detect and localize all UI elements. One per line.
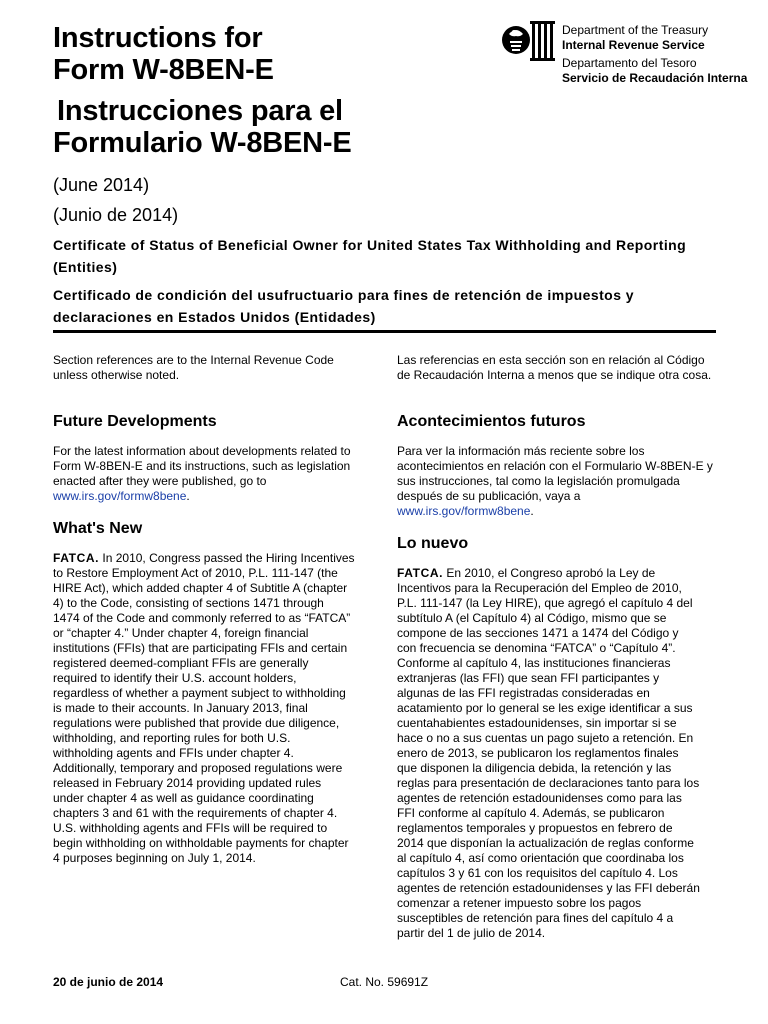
fatca-line: to Restore Employment Act of 2010, P.L. 111-147 (the — [53, 566, 338, 580]
fatca-line: 4) to the Code, consisting of sections 1471 through — [53, 596, 324, 610]
fatca-label: FATCA. — [53, 551, 100, 565]
fatca-line: agentes de retención estadounidenses y las FFI deberán — [397, 881, 700, 895]
fatca-line: required to identify their U.S. account holders, — [53, 671, 297, 685]
acontecimientos-futuros-body: Para ver la información más reciente sobre los acontecimientos en relación con el Formulario W-8BEN-E y sus instrucciones, tal como la legislación promulgada después de su publicación, vaya a — [397, 444, 713, 503]
formw8bene-link[interactable]: www.irs.gov/formw8bene — [53, 489, 187, 503]
fatca-line: comenzar a retener impuesto sobre los pagos — [397, 896, 642, 910]
fatca-line: is made to their accounts. In January 2013, final — [53, 701, 308, 715]
fatca-line: cuentahabientes estadounidenses, sin importar si se — [397, 716, 677, 730]
catalog-number: Cat. No. 59691Z — [340, 975, 429, 989]
fatca-line: enero de 2013, se publicaron los reglamentos finales — [397, 746, 679, 760]
servicio-recaudacion-label: Servicio de Recaudación Interna — [562, 71, 748, 85]
lo-nuevo-heading: Lo nuevo — [397, 535, 469, 552]
fatca-line: or “chapter 4.” Under chapter 4, foreign financial — [53, 626, 309, 640]
fatca-line: begin withholding on withholdable payments for chapter — [53, 836, 349, 850]
title-en-line-2: Form W-8BEN-E — [53, 54, 274, 86]
fatca-paragraph — [53, 551, 371, 866]
footer-date: 20 de junio de 2014 — [53, 975, 164, 989]
formw8bene-link-es[interactable]: www.irs.gov/formw8bene — [397, 504, 531, 518]
fatca-line: subtítulo A (el Capítulo 4) al Código, mismo que se — [397, 611, 667, 625]
fatca-line: acatamiento por lo general se les exige identificar a sus — [397, 701, 693, 715]
fatca-line: P.L. 111-147 (la Ley HIRE), que agregó el capítulo 4 del — [397, 596, 693, 610]
fatca-line: 2014 que disponían la actualización de reglas conforme — [397, 836, 694, 850]
fatca-line: institutions (FFIs) that are participating FFIs and certain — [53, 641, 348, 655]
fatca-line: 4 purposes beginning on July 1, 2014. — [53, 851, 256, 865]
title-en-line-1: Instructions for — [53, 22, 263, 54]
acontecimientos-futuros-heading: Acontecimientos futuros — [397, 413, 586, 430]
future-developments-body: For the latest information about developments related to Form W-8BEN-E and its instructions, such as legislation enacted after they were published, go to — [53, 444, 351, 488]
department-treasury-label: Department of the Treasury — [562, 23, 709, 37]
spanish-column — [397, 353, 717, 941]
section-references-note: Section references are to the Internal Revenue Code unless otherwise noted. — [53, 353, 334, 382]
fatca-line: U.S. withholding agents and FFIs will be required to — [53, 821, 328, 835]
agency-english — [562, 23, 708, 53]
form-subtitle-spanish: Certificado de condición del usufructuario para fines de retención de impuestos y declaraciones en Estados Unidos (Entidades) — [53, 287, 635, 325]
english-column — [53, 353, 371, 866]
fatca-line: al capítulo 4, así como orientación que coordinaba los — [397, 851, 684, 865]
whats-new-heading: What's New — [53, 520, 143, 537]
acontecimientos-futuros-text: Para ver la información más reciente sobre los acontecimientos en relación con el Formulario W-8BEN-E y sus instrucciones, tal como la legislación promulgada después de su publicación, vaya a www.irs.gov/formw8bene. — [397, 444, 713, 518]
fatca-line: regardless of whether a payment subject to withholding — [53, 686, 346, 700]
irs-label: Internal Revenue Service — [562, 38, 705, 52]
fatca-paragraph-es — [397, 566, 717, 941]
fatca-line: hace o no a sus cuentas un pago sujeto a retención. En — [397, 731, 694, 745]
fatca-line: FFI conforme al capítulo 4. Además, se publicaron — [397, 806, 665, 820]
fatca-line: Additionally, temporary and proposed regulations were — [53, 761, 343, 775]
fatca-line: released in February 2014 providing updated rules — [53, 776, 322, 790]
agency-spanish — [562, 56, 747, 86]
fatca-line: regulations were published that provide due diligence, — [53, 716, 340, 730]
fatca-line: partir del 1 de julio de 2014. — [397, 926, 546, 940]
fatca-line: 1474 of the Code and commonly referred to as “FATCA” — [53, 611, 351, 625]
fatca-line: registered deemed-compliant FFIs are generally — [53, 656, 309, 670]
form-subtitle-english: Certificate of Status of Beneficial Owner for United States Tax Withholding and Reporting (Entities) — [53, 237, 687, 275]
fatca-line: under chapter 4 as well as guidance coordinating — [53, 791, 314, 805]
fatca-line: capítulos 3 y 61 con los requisitos del capítulo 4. Los — [397, 866, 678, 880]
document-title-spanish — [53, 95, 352, 159]
fatca-line: withholding, and reporting rules for both U.S. — [53, 731, 291, 745]
fatca-line: Incentivos para la Recuperación del Empleo de 2010, — [397, 581, 682, 595]
fatca-line: susceptibles de retención para fines del capítulo 4 a — [397, 911, 674, 925]
fatca-line: compone de las secciones 1471 a 1474 del Código y — [397, 626, 679, 640]
title-es-line-1: Instrucciones para el — [57, 95, 343, 127]
fatca-line: In 2010, Congress passed the Hiring Incentives — [99, 551, 355, 565]
fatca-line: que disponen la diligencia debida, la retención y las — [397, 761, 672, 775]
departamento-tesoro-label: Departamento del Tesoro — [562, 56, 697, 70]
fatca-line: Conforme al capítulo 4, las instituciones financieras — [397, 656, 671, 670]
fatca-line: En 2010, el Congreso aprobó la Ley de — [443, 566, 656, 580]
revision-date-english: (June 2014) — [53, 175, 150, 195]
fatca-line: algunas de las FFI registradas consideradas en — [397, 686, 650, 700]
fatca-line: con frecuencia se denomina “FATCA” o “Capítulo 4”. — [397, 641, 676, 655]
referencias-seccion-note: Las referencias en esta sección son en relación al Código de Recaudación Interna a menos que se indique otra cosa. — [397, 353, 712, 382]
fatca-line: reglas para presentación de declaraciones tanto para los — [397, 776, 700, 790]
fatca-line: HIRE Act), which added chapter 4 of Subtitle A (chapter — [53, 581, 348, 595]
revision-date-spanish: (Junio de 2014) — [53, 205, 179, 225]
document-title-english — [53, 22, 274, 86]
future-developments-text: For the latest information about developments related to Form W-8BEN-E and its instructions, such as legislation enacted after they were published, go to www.irs.gov/formw8bene. — [53, 444, 351, 503]
fatca-line: withholding agents and FFIs under chapter 4. — [53, 746, 294, 760]
future-developments-heading: Future Developments — [53, 413, 217, 430]
fatca-line: chapters 3 and 61 with the requirements of chapter 4. — [53, 806, 338, 820]
fatca-line: extranjeras (las FFI) que sean FFI participantes y — [397, 671, 660, 685]
fatca-line: reglamentos temporales y propuestos en febrero de — [397, 821, 673, 835]
fatca-label-es: FATCA. — [397, 566, 444, 580]
title-es-line-2: Formulario W-8BEN-E — [53, 127, 352, 159]
header-divider — [53, 330, 716, 333]
irs-eagle-icon — [500, 18, 555, 64]
fatca-line: agentes de retención estadounidenses como para las — [397, 791, 682, 805]
